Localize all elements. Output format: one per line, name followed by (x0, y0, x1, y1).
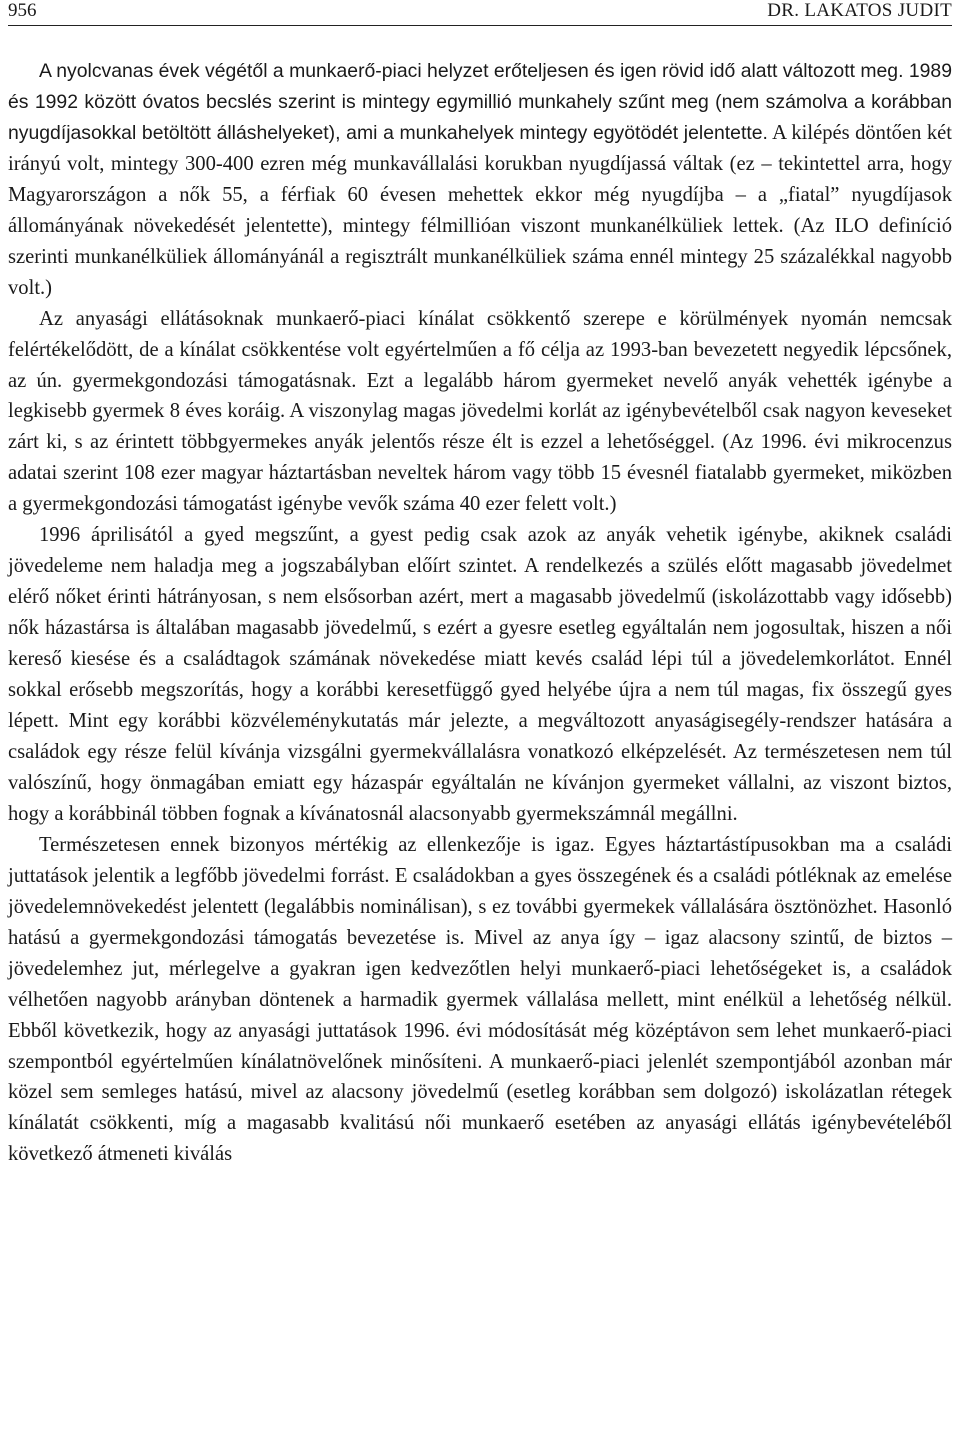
running-header-author: DR. LAKATOS JUDIT (767, 0, 952, 21)
page-number: 956 (8, 0, 37, 21)
body-text (8, 56, 952, 1170)
paragraph-sans-run: A nyolcvanas évek végétől a munkaerő-piaci helyzet erőteljesen és igen rövid idő alatt változott meg. 1989 és 1992 között óvatos becslés szerint is mintegy egymillió munkahely szűnt meg (nem számolva a korábban nyugdíjasokkal betöltött álláshelyeket), ami a munkahelyek mintegy egyötödét jelentette. (8, 60, 952, 144)
paragraph: Az anyasági ellátásoknak munkaerő-piaci kínálat csökkentő szerepe e körülmények nyomán nemcsak felértékelődött, de a kínálat csökkentése volt egyértelműen a fő célja az 1993-ban bevezetett negyedik lépcsőnek, az ún. gyermekgondozási támogatásnak. Ezt a legalább három gyermeket nevelő anyák vehették igénybe a legkisebb gyermek 8 éves koráig. A viszonylag magas jövedelmi korlát az igénybevételből csak nagyon keveseket zárt ki, s az érintett többgyermekes anyák jelentős része élt is ezzel a lehetőséggel. (Az 1996. évi mikrocenzus adatai szerint 108 ezer magyar háztartásban neveltek három vagy több 15 évesnél fiatalabb gyermeket, miközben a gyermekgondozási támogatást igénybe vevők száma 40 ezer felett volt.) (8, 307, 952, 516)
header-divider (8, 25, 952, 26)
paragraph-serif-run: A kilépés döntően két irányú volt, mintegy 300-400 ezren még munkavállalási korukban nyugdíjassá váltak (ez – tekintettel arra, hogy Magyarországon a nők 55, a férfiak 60 évesen mehettek ekkor még nyugdíjba – a „fiatal” nyugdíjasok állományának növekedését jelentette), mintegy félmillióan viszont munkanélküliek lettek. (Az ILO definíció szerinti munkanélküliek állományánál a regisztrált munkanélküliek száma ennél mintegy 25 százalékkal nagyobb volt.) (8, 121, 952, 299)
running-header (8, 0, 952, 22)
paragraph: 1996 áprilisától a gyed megszűnt, a gyest pedig csak azok az anyák vehetik igénybe, akiknek családi jövedeleme nem haladja meg a jogszabályban előírt szintet. A rendelkezés a szülés előtt magasabb jövedelmet elérő nőket érinti hátrányosan, s nem elsősorban azért, mert a magasabb jövedelmű (iskolázottabb vagy idősebb) nők házastársa is általában magasabb jövedelmű, s ezért a gyesre esetleg egyáltalán nem jogosultak, hiszen a női kereső kiesése és a családtagok számának növekedése miatt kevés család lépi túl a jövedelemkorlátot. Ennél sokkal erősebb megszorítás, hogy a korábbi keresetfüggő gyed helyébe újra a nem túl magas, fix összegű gyes lépett. Mint egy korábbi közvéleménykutatás már jelezte, a megváltozott anyaságisegély-rendszer hatására a családok egy része felül kívánja vizsgálni gyermekvállalásra vonatkozó elképzelését. Az természetesen nem túl valószínű, hogy önmagában emiatt egy házaspár egyáltalán ne kívánjon gyermeket vállalni, az viszont biztos, hogy a korábbinál többen fognak a kívánatosnál alacsonyabb gyermekszámnál megállni. (8, 524, 952, 825)
paragraph (8, 56, 952, 304)
paragraph: Természetesen ennek bizonyos mértékig az ellenkezője is igaz. Egyes háztartástípusokban ma a családi juttatások jelentik a legfőbb jövedelmi forrást. E családokban a gyes összegének és a családi pótléknak az emelése jövedelemnövekedést jelentett (legalábbis nominálisan), s ez további gyermekek vállalására ösztönözhet. Hasonló hatású a gyermekgondozási támogatás bevezetése is. Mivel az anya így – igaz alacsony szintű, de biztos – jövedelemhez jut, mérlegelve a gyakran igen kedvezőtlen helyi munkaerő-piaci lehetőségeket is, a családok vélhetően nagyobb arányban döntenek a harmadik gyermek vállalása mellett, mint enélkül a lehetőség nélkül. Ebből következik, hogy az anyasági juttatások 1996. évi módosítását még középtávon sem lehet munkaerő-piaci szempontból egyértelműen kínálatnövelőnek minősíteni. A munkaerő-piaci jelenlét szempontjából azonban már közel sem semleges hatású, mivel az alacsony jövedelmű (esetleg korábban sem dolgozó) iskolázatlan rétegek kínálatát csökkenti, míg a magasabb kvalitású női munkaerő esetében az anyasági ellátás igénybevételéből következő átmeneti kiválás (8, 833, 952, 1166)
